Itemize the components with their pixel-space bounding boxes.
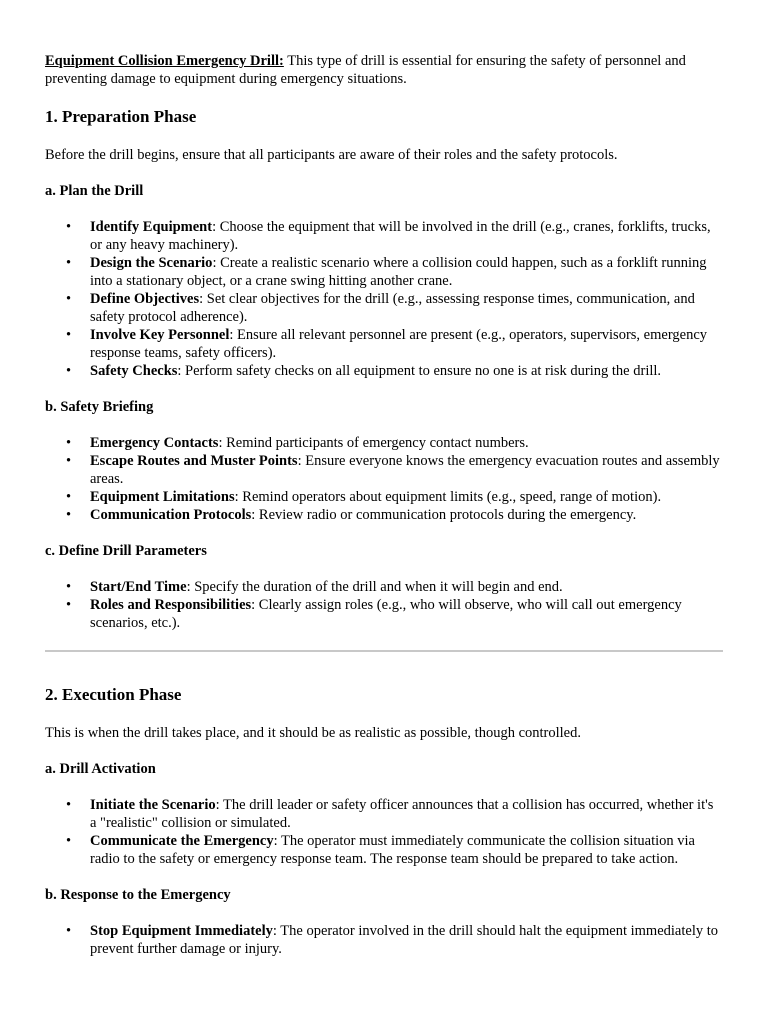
section-intro-preparation: Before the drill begins, ensure that all participants are aware of their roles and the safety protocols. [45, 147, 618, 163]
section-intro-execution: This is when the drill takes place, and it should be as realistic as possible, though controlled. [45, 725, 581, 741]
section-divider [45, 650, 723, 652]
list-item-term: Escape Routes and Muster Points [90, 453, 298, 469]
bullet-icon: • [66, 579, 72, 595]
bullet-icon: • [66, 435, 72, 451]
list-item-term: Involve Key Personnel [90, 327, 230, 343]
list-item-text: : Ensure everyone knows the emergency evacuation routes and assembly areas. [90, 453, 720, 487]
list-item-text: : Review radio or communication protocols during the emergency. [251, 507, 637, 523]
section-heading-execution: 2. Execution Phase [45, 685, 182, 704]
bullet-icon: • [66, 453, 72, 469]
bullet-icon: • [66, 597, 72, 613]
list-item-term: Initiate the Scenario [90, 797, 216, 813]
list-item [66, 488, 723, 506]
list-item-text: : The operator involved in the drill should halt the equipment immediately to prevent further damage or injury. [90, 923, 719, 957]
bullet-icon: • [66, 219, 72, 235]
bullet-icon: • [66, 363, 72, 379]
list-item-term: Identify Equipment [90, 219, 213, 235]
list-item-term: Stop Equipment Immediately [90, 923, 273, 939]
subsection-heading-drill-activation: a. Drill Activation [45, 761, 156, 777]
list-item [66, 832, 723, 868]
list-drill-activation [45, 796, 723, 868]
list-item-term: Equipment Limitations [90, 489, 235, 505]
list-item [66, 290, 723, 326]
bullet-icon: • [66, 833, 72, 849]
list-item-term: Safety Checks [90, 363, 178, 379]
list-item-text: : Clearly assign roles (e.g., who will observe, who will call out emergency scenarios, etc.). [90, 597, 682, 631]
list-item-term: Roles and Responsibilities [90, 597, 252, 613]
section-heading-preparation: 1. Preparation Phase [45, 107, 197, 126]
list-response-to-emergency [45, 922, 723, 958]
list-item-text: : Perform safety checks on all equipment to ensure no one is at risk during the drill. [177, 363, 662, 379]
list-item-term: Communicate the Emergency [90, 833, 274, 849]
bullet-icon: • [66, 507, 72, 523]
intro-text: This type of drill is essential for ensuring the safety of personnel and preventing damage to equipment during emergency situations. [45, 53, 686, 87]
list-item [66, 254, 723, 290]
list-item [66, 218, 723, 254]
list-item-text: : Remind participants of emergency contact numbers. [218, 435, 529, 451]
bullet-icon: • [66, 797, 72, 813]
list-plan-the-drill [45, 218, 723, 380]
list-safety-briefing [45, 434, 723, 524]
list-item-text: : Set clear objectives for the drill (e.g., assessing response times, communication, and safety protocol adherence). [90, 291, 695, 325]
list-item-term: Communication Protocols [90, 507, 252, 523]
list-item-text: : Remind operators about equipment limits (e.g., speed, range of motion). [234, 489, 662, 505]
bullet-icon: • [66, 489, 72, 505]
list-item [66, 506, 723, 524]
list-item [66, 452, 723, 488]
list-item-text: : Create a realistic scenario where a collision could happen, such as a forklift running into a stationary object, or a crane swing hitting another crane. [90, 255, 707, 289]
list-item-text: : Specify the duration of the drill and when it will begin and end. [186, 579, 563, 595]
list-item-term: Design the Scenario [90, 255, 213, 271]
subsection-heading-plan-the-drill: a. Plan the Drill [45, 183, 144, 199]
subsection-heading-response-to-emergency: b. Response to the Emergency [45, 887, 231, 903]
list-item [66, 796, 723, 832]
bullet-icon: • [66, 291, 72, 307]
subsection-heading-define-drill-parameters: c. Define Drill Parameters [45, 543, 207, 559]
list-item [66, 362, 723, 380]
list-item-text: : Choose the equipment that will be involved in the drill (e.g., cranes, forklifts, trucks, or any heavy machinery). [90, 219, 711, 253]
list-item-text: : The drill leader or safety officer announces that a collision has occurred, whether it's a "realistic" collision or simulated. [90, 797, 714, 831]
bullet-icon: • [66, 923, 72, 939]
document-title: Equipment Collision Emergency Drill: [45, 53, 284, 69]
list-item-term: Emergency Contacts [90, 435, 219, 451]
list-item-term: Start/End Time [90, 579, 187, 595]
list-item-text: : Ensure all relevant personnel are present (e.g., operators, supervisors, emergency response teams, safety officers). [90, 327, 708, 361]
bullet-icon: • [66, 327, 72, 343]
list-item [66, 922, 723, 958]
list-item-term: Define Objectives [90, 291, 200, 307]
intro-paragraph [45, 52, 723, 88]
list-item [66, 578, 723, 596]
subsection-heading-safety-briefing: b. Safety Briefing [45, 399, 154, 415]
list-item [66, 434, 723, 452]
list-define-drill-parameters [45, 578, 723, 632]
list-item [66, 596, 723, 632]
bullet-icon: • [66, 255, 72, 271]
list-item-text: : The operator must immediately communicate the collision situation via radio to the safety or emergency response team. The response team should be prepared to take action. [90, 833, 695, 867]
list-item [66, 326, 723, 362]
